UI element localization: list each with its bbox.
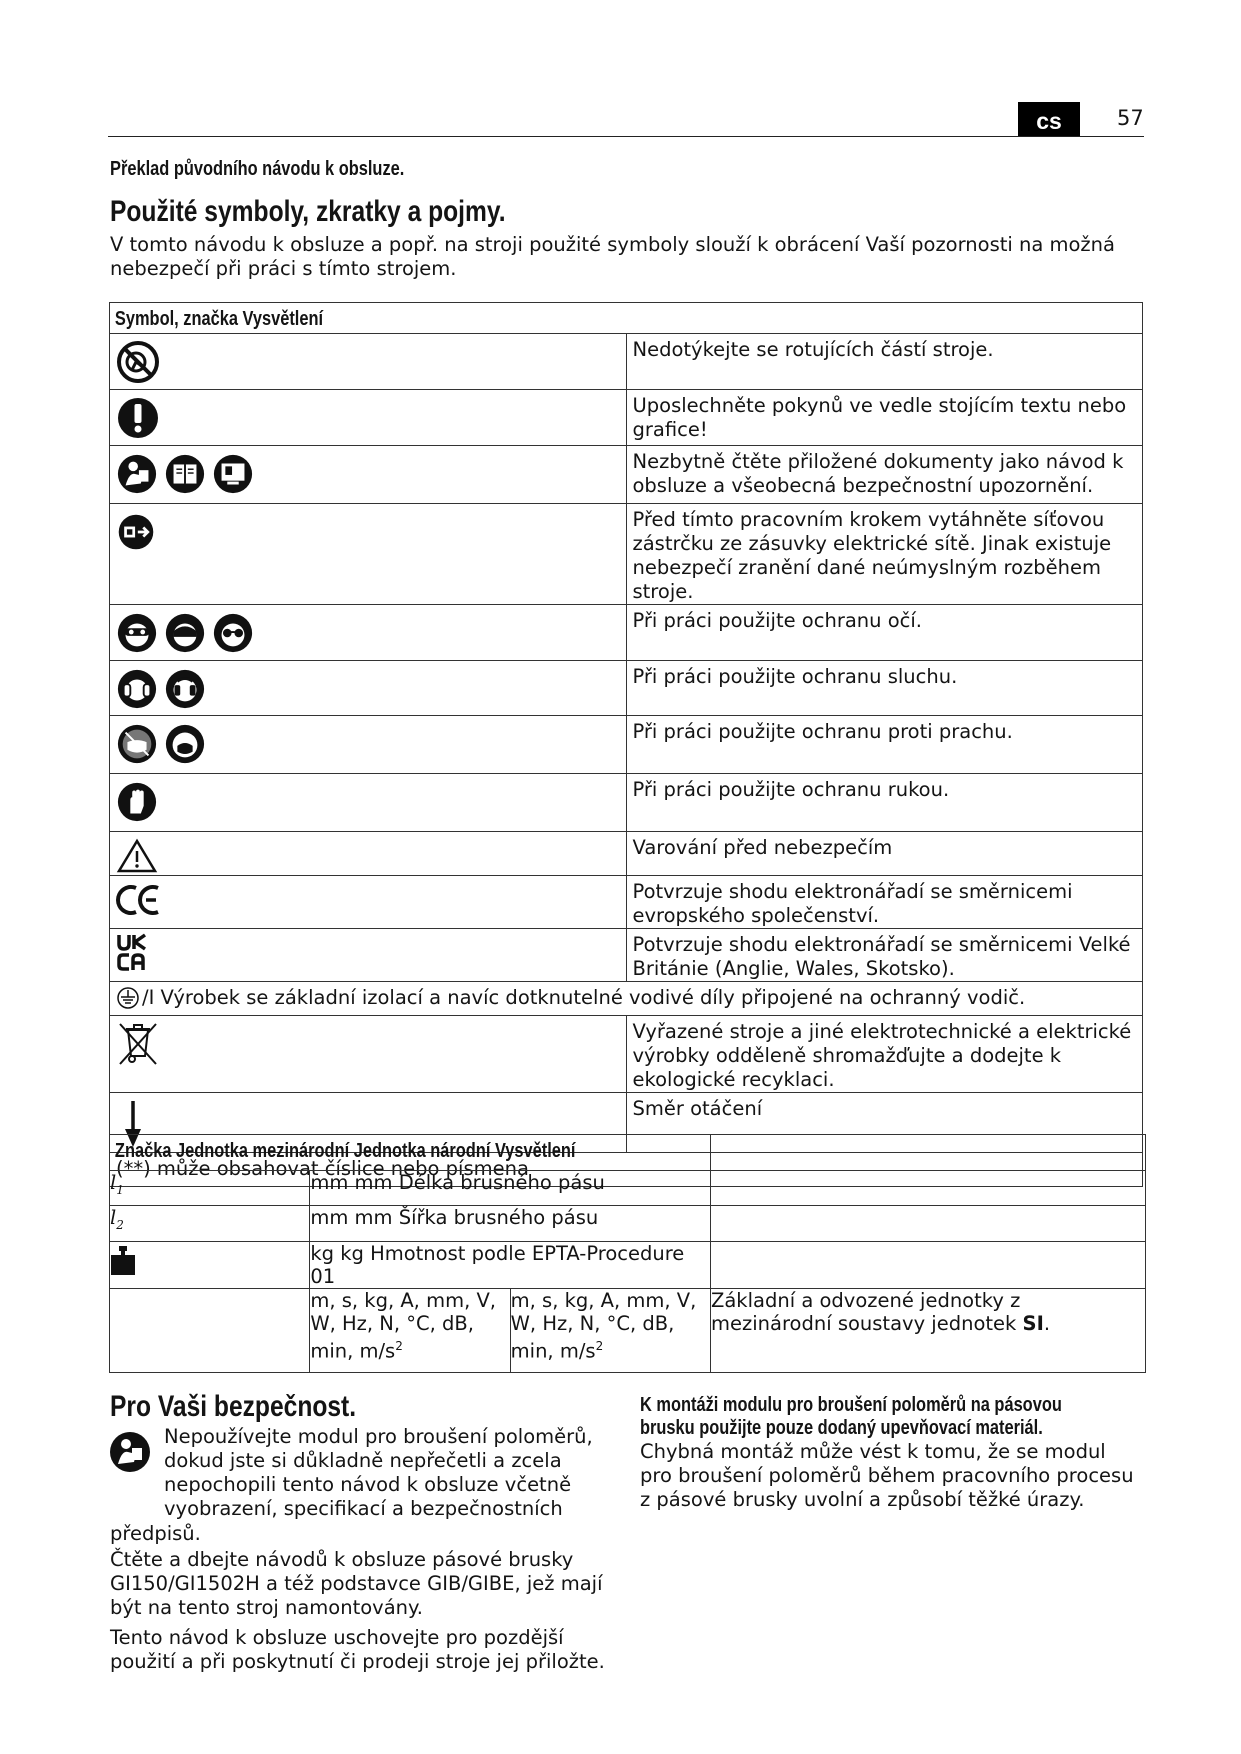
symbols-table bbox=[109, 302, 1143, 1187]
mounting-warning-bold bbox=[640, 1394, 1062, 1440]
mounting-warning-line-1: K montáži modulu pro broušení poloměrů na pásovou bbox=[640, 1394, 1062, 1416]
weee-bin-icon bbox=[116, 1020, 160, 1068]
exclamation-icon bbox=[116, 396, 160, 440]
units-table-header: Značka Jednotka mezinárodní Jednotka národní Vysvětlení bbox=[114, 1140, 576, 1162]
symbols-intro-text: V tomto návodu k obsluze a popř. na stroji použité symboly slouží k obrácení Vaší pozornosti na možná nebezpečí při práci s tímto strojem. bbox=[110, 233, 1115, 280]
header-rule bbox=[108, 136, 1144, 137]
table-row bbox=[110, 832, 1143, 876]
table-row bbox=[110, 1171, 1146, 1206]
table-row bbox=[110, 876, 1143, 929]
table-row bbox=[110, 605, 1143, 661]
warning-triangle-icon bbox=[116, 838, 158, 874]
safety-paragraph-1: Nepoužívejte modul pro broušení poloměrů, dokud jste si důkladně nepřečetli a zcela nepochopili tento návod k obsluze včetně vyobrazení, specifikací a bezpečnostních bbox=[164, 1425, 593, 1520]
si-units-national: m, s, kg, A, mm, V, W, Hz, N, °C, dB, min, m/s bbox=[510, 1289, 697, 1363]
symbols-section-title: Použité symboly, zkratky a pojmy. bbox=[110, 195, 506, 228]
unit-symbol-l1: $l_1$ bbox=[110, 1171, 124, 1197]
table-row bbox=[110, 716, 1143, 774]
units-table bbox=[109, 1134, 1146, 1373]
table-row bbox=[110, 504, 1143, 605]
page-number: 57 bbox=[1117, 106, 1144, 130]
symbol-description: Před tímto pracovním krokem vytáhněte síťovou zástrčku ze zásuvky elektrické sítě. Jinak existuje nebezpečí zranění dané neúmyslným rozběhem stroje. bbox=[626, 504, 1143, 605]
si-explanation: Základní a odvozené jednotky z mezinárodní soustavy jednotek bbox=[711, 1289, 1023, 1335]
mounting-warning-text: Chybná montáž může vést k tomu, že se modul pro broušení poloměrů během pracovního procesu z pásové brusky uvolní a způsobí těžké úrazy. bbox=[640, 1440, 1134, 1511]
symbol-description: Při práci použijte ochranu sluchu. bbox=[626, 661, 1143, 716]
table-row bbox=[110, 390, 1143, 446]
symbol-description: Nedotýkejte se rotujících částí stroje. bbox=[626, 334, 1143, 390]
table-row bbox=[110, 1135, 1146, 1171]
unit-symbol-l2: $l_2$ bbox=[110, 1206, 124, 1232]
symbol-description: Při práci použijte ochranu očí. bbox=[626, 605, 1143, 661]
ce-mark-icon bbox=[116, 882, 164, 918]
table-row bbox=[110, 1242, 1146, 1289]
table-row bbox=[110, 1016, 1143, 1093]
unit-row-text: kg kg Hmotnost podle EPTA-Procedure 01 bbox=[310, 1242, 711, 1289]
safety-section-title: Pro Vaši bezpečnost. bbox=[110, 1390, 357, 1423]
read-manual-icon bbox=[108, 1430, 152, 1474]
symbol-description: Potvrzuje shodu elektronářadí se směrnicemi Velké Británie (Anglie, Wales, Skotsko). bbox=[626, 929, 1143, 982]
ukca-mark-icon bbox=[116, 932, 148, 972]
symbols-table-header: Symbol, značka Vysvětlení bbox=[114, 308, 324, 330]
safety-paragraph-2: Čtěte a dbejte návodů k obsluze pásové brusky GI150/GI1502H a též podstavce GIB/GIBE, jež mají být na tento stroj namontovány. bbox=[110, 1548, 603, 1619]
face-shield-icon bbox=[164, 611, 206, 655]
table-row bbox=[110, 446, 1143, 504]
table-row bbox=[110, 661, 1143, 716]
unit-row-text: mm mm Šířka brusného pásu bbox=[310, 1206, 711, 1242]
protective-earth-icon bbox=[116, 987, 140, 1009]
protective-earth-text: /I Výrobek se základní izolací a navíc dotknutelné vodivé díly připojené na ochranný vodič. bbox=[142, 986, 1026, 1009]
symbol-description: Nezbytně čtěte přiložené dokumenty jako návod k obsluze a všeobecná bezpečnostní upozornění. bbox=[626, 446, 1143, 504]
si-period: . bbox=[1043, 1312, 1051, 1335]
symbol-description: Směr otáčení bbox=[626, 1093, 1143, 1153]
no-touch-rotating-icon bbox=[116, 340, 160, 384]
table-row bbox=[110, 1206, 1146, 1242]
read-manual-icon bbox=[116, 452, 158, 496]
document-subtitle: Překlad původního návodu k obsluze. bbox=[110, 158, 405, 180]
superscript-two: 2 bbox=[595, 1339, 604, 1353]
manual-book-icon bbox=[164, 452, 206, 496]
table-row bbox=[110, 1289, 1146, 1373]
safety-paragraph-3: Tento návod k obsluze uschovejte pro pozdější použití a při poskytnutí či prodeji stroje jej přiložte. bbox=[110, 1626, 605, 1673]
safety-goggles-icon bbox=[116, 611, 158, 655]
ear-protection-icon bbox=[164, 667, 206, 711]
symbol-description: Při práci použijte ochranu rukou. bbox=[626, 774, 1143, 832]
safety-paragraph-1-end: předpisů. bbox=[110, 1522, 201, 1545]
table-row bbox=[110, 929, 1143, 982]
symbol-description: Uposlechněte pokynů ve vedle stojícím textu nebo grafice! bbox=[626, 390, 1143, 446]
unplug-icon bbox=[116, 510, 156, 554]
table-row bbox=[110, 334, 1143, 390]
symbol-description: Při práci použijte ochranu proti prachu. bbox=[626, 716, 1143, 774]
si-abbreviation: SI bbox=[1022, 1312, 1044, 1335]
table-row bbox=[110, 982, 1143, 1016]
ear-muffs-icon bbox=[116, 667, 158, 711]
si-units-international: m, s, kg, A, mm, V, W, Hz, N, °C, dB, min, m/s bbox=[310, 1289, 497, 1363]
protective-glasses-icon bbox=[212, 611, 254, 655]
mounting-warning-line-2: brusku použijte pouze dodaný upevňovací materiál. bbox=[640, 1417, 1043, 1439]
symbol-description: Vyřazené stroje a jiné elektrotechnické a elektrické výrobky odděleně shromažďujte a dodejte k ekologické recyklaci. bbox=[626, 1016, 1143, 1093]
unit-row-text: mm mm Délka brusného pásu bbox=[310, 1171, 711, 1206]
manual-screen-icon bbox=[212, 452, 254, 496]
language-badge: cs bbox=[1018, 102, 1080, 136]
symbols-footnote: (**) může obsahovat číslice nebo písmena bbox=[110, 1153, 1143, 1187]
weight-icon bbox=[110, 1246, 136, 1276]
superscript-two: 2 bbox=[395, 1339, 403, 1353]
gloves-icon bbox=[116, 780, 158, 824]
symbol-description: Varování před nebezpečím bbox=[626, 832, 1143, 876]
table-row bbox=[110, 774, 1143, 832]
respirator-icon bbox=[164, 722, 206, 766]
dust-mask-icon bbox=[116, 722, 158, 766]
symbol-description: Potvrzuje shodu elektronářadí se směrnicemi evropského společenství. bbox=[626, 876, 1143, 929]
